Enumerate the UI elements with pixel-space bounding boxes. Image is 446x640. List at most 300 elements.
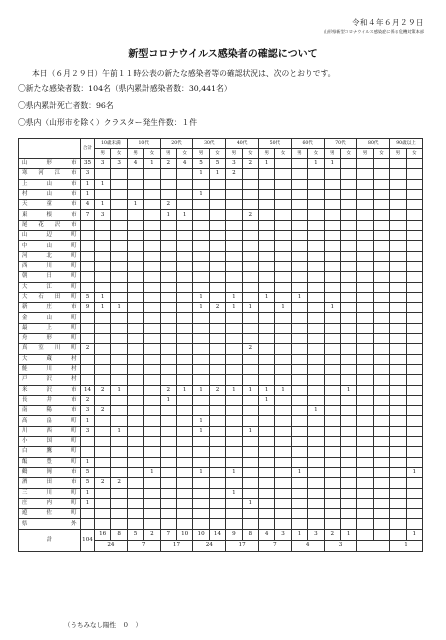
case-count-cell xyxy=(406,334,422,344)
case-count-cell xyxy=(111,323,127,333)
case-count-cell xyxy=(209,478,225,488)
case-count-cell xyxy=(373,220,389,230)
table-row xyxy=(19,220,423,230)
case-count-cell xyxy=(308,509,324,519)
case-count-cell xyxy=(127,220,143,230)
case-count-cell xyxy=(340,282,356,292)
case-count-cell xyxy=(291,231,307,241)
header-male: 男 xyxy=(127,149,143,159)
case-count-cell xyxy=(176,241,192,251)
case-count-cell xyxy=(357,282,373,292)
row-total xyxy=(81,334,95,344)
case-count-cell xyxy=(357,169,373,179)
case-count-cell xyxy=(258,457,274,467)
total-by-age-cell: 4 xyxy=(291,540,324,551)
case-count-cell xyxy=(127,272,143,282)
case-count-cell xyxy=(127,426,143,436)
total-by-age-cell xyxy=(357,540,390,551)
case-count-cell xyxy=(127,303,143,313)
case-count-cell xyxy=(275,467,291,477)
case-count-cell: 1 xyxy=(193,467,209,477)
case-count-cell xyxy=(209,272,225,282)
case-count-cell xyxy=(340,292,356,302)
municipality-name: 山形市 xyxy=(19,159,81,169)
header-male: 男 xyxy=(160,149,176,159)
case-count-cell xyxy=(373,498,389,508)
case-count-cell xyxy=(340,426,356,436)
case-count-cell xyxy=(160,272,176,282)
case-count-cell xyxy=(209,241,225,251)
case-count-cell xyxy=(406,241,422,251)
case-count-cell xyxy=(357,272,373,282)
case-count-cell: 1 xyxy=(258,395,274,405)
case-count-cell xyxy=(144,303,160,313)
case-count-cell xyxy=(357,509,373,519)
case-count-cell xyxy=(390,282,406,292)
case-count-cell xyxy=(193,437,209,447)
case-count-cell xyxy=(144,344,160,354)
case-count-cell: 3 xyxy=(226,159,242,169)
case-count-cell xyxy=(127,457,143,467)
case-count-cell xyxy=(275,282,291,292)
case-count-cell xyxy=(258,364,274,374)
case-count-cell xyxy=(258,220,274,230)
case-count-cell xyxy=(340,251,356,261)
case-count-cell xyxy=(373,467,389,477)
case-count-cell xyxy=(275,488,291,498)
case-count-cell xyxy=(308,364,324,374)
municipality-name: 舟形町 xyxy=(19,334,81,344)
row-total: 1 xyxy=(81,416,95,426)
case-count-cell xyxy=(291,385,307,395)
case-count-cell xyxy=(406,169,422,179)
table-row xyxy=(19,231,423,241)
case-count-cell xyxy=(95,519,111,529)
case-count-cell xyxy=(291,447,307,457)
case-count-cell xyxy=(226,457,242,467)
case-count-cell xyxy=(226,210,242,220)
case-count-cell xyxy=(144,282,160,292)
case-count-cell xyxy=(226,220,242,230)
case-count-cell xyxy=(291,488,307,498)
case-count-cell xyxy=(291,159,307,169)
case-count-cell xyxy=(357,200,373,210)
case-count-cell xyxy=(390,498,406,508)
case-count-cell xyxy=(209,406,225,416)
case-count-cell xyxy=(324,509,340,519)
case-count-cell xyxy=(275,272,291,282)
total-by-sex-cell: 1 xyxy=(340,529,356,540)
case-count-cell xyxy=(111,282,127,292)
case-count-cell xyxy=(144,457,160,467)
case-count-cell xyxy=(95,416,111,426)
case-count-cell xyxy=(308,251,324,261)
municipality-name: 天童市 xyxy=(19,200,81,210)
municipality-name: 山辺町 xyxy=(19,231,81,241)
municipality-name: 米沢市 xyxy=(19,385,81,395)
municipality-name: 県外 xyxy=(19,519,81,529)
case-count-cell: 2 xyxy=(209,385,225,395)
case-count-cell xyxy=(160,303,176,313)
header-male: 男 xyxy=(390,149,406,159)
case-count-cell xyxy=(373,395,389,405)
case-count-cell xyxy=(95,354,111,364)
case-count-cell xyxy=(406,478,422,488)
case-count-cell xyxy=(340,395,356,405)
case-count-cell: 1 xyxy=(95,179,111,189)
case-count-cell xyxy=(111,292,127,302)
case-count-cell xyxy=(144,488,160,498)
case-count-cell xyxy=(258,210,274,220)
case-count-cell xyxy=(340,303,356,313)
case-count-cell xyxy=(308,313,324,323)
case-count-cell xyxy=(406,488,422,498)
row-total: 5 xyxy=(81,292,95,302)
total-by-sex-cell: 5 xyxy=(127,529,143,540)
case-count-cell xyxy=(242,251,258,261)
case-count-cell xyxy=(390,457,406,467)
case-count-cell xyxy=(127,395,143,405)
case-count-cell: 3 xyxy=(95,159,111,169)
total-by-sex-cell: 14 xyxy=(209,529,225,540)
total-by-sex-cell: 9 xyxy=(226,529,242,540)
case-count-cell xyxy=(258,323,274,333)
case-count-cell xyxy=(176,220,192,230)
row-total xyxy=(81,220,95,230)
case-count-cell xyxy=(176,344,192,354)
case-count-cell xyxy=(406,210,422,220)
case-count-cell: 1 xyxy=(193,303,209,313)
case-count-cell xyxy=(209,488,225,498)
case-count-cell xyxy=(127,231,143,241)
table-row xyxy=(19,210,423,220)
case-count-cell xyxy=(127,416,143,426)
row-total: 1 xyxy=(81,488,95,498)
case-count-cell xyxy=(193,375,209,385)
case-count-cell xyxy=(144,406,160,416)
case-count-cell xyxy=(193,334,209,344)
case-count-cell xyxy=(291,241,307,251)
case-count-cell xyxy=(258,241,274,251)
case-count-cell xyxy=(242,272,258,282)
case-count-cell xyxy=(258,169,274,179)
table-row xyxy=(19,292,423,302)
case-count-cell xyxy=(340,344,356,354)
case-count-cell xyxy=(373,364,389,374)
case-count-cell xyxy=(390,179,406,189)
table-row xyxy=(19,478,423,488)
case-count-cell xyxy=(340,179,356,189)
case-count-cell: 1 xyxy=(111,385,127,395)
case-count-cell xyxy=(226,364,242,374)
case-count-cell xyxy=(258,313,274,323)
case-count-cell xyxy=(357,241,373,251)
total-by-sex-cell xyxy=(390,529,406,540)
case-count-cell xyxy=(144,220,160,230)
case-count-cell xyxy=(226,200,242,210)
case-count-cell xyxy=(144,478,160,488)
case-count-cell xyxy=(226,189,242,199)
header-female: 女 xyxy=(176,149,192,159)
table-row xyxy=(19,457,423,467)
case-count-cell xyxy=(324,334,340,344)
case-count-cell xyxy=(176,200,192,210)
case-count-cell xyxy=(209,261,225,271)
case-count-cell: 4 xyxy=(176,159,192,169)
case-count-cell xyxy=(258,179,274,189)
case-count-cell: 3 xyxy=(111,159,127,169)
case-count-cell: 5 xyxy=(209,159,225,169)
case-count-cell xyxy=(127,169,143,179)
case-count-cell xyxy=(308,488,324,498)
case-count-cell xyxy=(127,437,143,447)
municipality-name: 大江町 xyxy=(19,282,81,292)
row-total: 5 xyxy=(81,478,95,488)
case-count-cell xyxy=(258,251,274,261)
case-count-cell xyxy=(340,375,356,385)
table-row xyxy=(19,385,423,395)
case-count-cell xyxy=(291,323,307,333)
case-count-cell xyxy=(340,406,356,416)
case-count-cell xyxy=(127,406,143,416)
case-count-cell xyxy=(258,488,274,498)
case-count-cell xyxy=(144,169,160,179)
case-count-cell xyxy=(324,292,340,302)
case-count-cell xyxy=(127,447,143,457)
case-count-cell xyxy=(291,261,307,271)
case-count-cell xyxy=(357,426,373,436)
case-count-cell xyxy=(111,467,127,477)
case-count-cell xyxy=(209,437,225,447)
case-count-cell xyxy=(324,241,340,251)
case-count-cell xyxy=(275,406,291,416)
case-count-cell xyxy=(406,406,422,416)
case-count-cell xyxy=(373,509,389,519)
case-count-cell xyxy=(176,447,192,457)
case-count-cell xyxy=(242,488,258,498)
case-count-cell xyxy=(357,334,373,344)
case-count-cell xyxy=(275,323,291,333)
case-count-cell: 1 xyxy=(258,159,274,169)
case-count-cell xyxy=(160,416,176,426)
municipality-name: 遊佐町 xyxy=(19,509,81,519)
case-count-cell: 1 xyxy=(209,169,225,179)
case-count-cell xyxy=(144,364,160,374)
row-total xyxy=(81,272,95,282)
case-count-cell xyxy=(242,313,258,323)
case-count-cell xyxy=(176,282,192,292)
case-count-cell xyxy=(160,334,176,344)
municipality-name: 新庄市 xyxy=(19,303,81,313)
case-count-cell xyxy=(160,261,176,271)
case-count-cell xyxy=(127,313,143,323)
case-count-cell xyxy=(226,509,242,519)
municipality-name: 中山町 xyxy=(19,241,81,251)
case-count-cell xyxy=(209,200,225,210)
table-row xyxy=(19,447,423,457)
case-count-cell xyxy=(193,457,209,467)
header-male: 男 xyxy=(258,149,274,159)
case-count-cell xyxy=(111,395,127,405)
total-by-sex-cell: 8 xyxy=(242,529,258,540)
case-count-cell xyxy=(406,437,422,447)
case-count-cell xyxy=(193,406,209,416)
case-count-cell xyxy=(111,251,127,261)
case-count-cell xyxy=(324,189,340,199)
total-by-age-cell: 24 xyxy=(193,540,226,551)
total-by-age-cell: 17 xyxy=(160,540,193,551)
case-count-cell xyxy=(357,457,373,467)
case-count-cell: 2 xyxy=(242,210,258,220)
case-count-cell: 1 xyxy=(308,159,324,169)
case-count-cell: 2 xyxy=(160,159,176,169)
case-count-cell xyxy=(193,282,209,292)
case-count-cell xyxy=(226,375,242,385)
case-count-cell xyxy=(390,426,406,436)
case-count-cell xyxy=(193,395,209,405)
case-count-cell xyxy=(406,261,422,271)
case-count-cell xyxy=(111,416,127,426)
case-count-cell xyxy=(209,498,225,508)
case-count-cell xyxy=(144,251,160,261)
case-count-cell xyxy=(390,354,406,364)
header-female: 女 xyxy=(373,149,389,159)
case-count-cell xyxy=(291,364,307,374)
case-count-cell xyxy=(160,437,176,447)
case-count-cell xyxy=(242,437,258,447)
case-count-cell xyxy=(176,272,192,282)
case-count-cell xyxy=(406,251,422,261)
row-total: 1 xyxy=(81,457,95,467)
case-count-cell xyxy=(95,220,111,230)
case-count-cell xyxy=(275,189,291,199)
case-count-cell xyxy=(324,231,340,241)
case-count-cell: 1 xyxy=(226,385,242,395)
case-count-cell xyxy=(95,467,111,477)
case-count-cell xyxy=(160,375,176,385)
case-count-cell xyxy=(95,169,111,179)
case-count-cell xyxy=(340,519,356,529)
case-count-cell: 1 xyxy=(95,200,111,210)
case-count-cell xyxy=(340,159,356,169)
case-count-cell xyxy=(390,334,406,344)
case-count-cell xyxy=(95,241,111,251)
case-count-cell: 1 xyxy=(127,200,143,210)
case-count-cell xyxy=(176,323,192,333)
case-count-cell xyxy=(357,251,373,261)
row-total xyxy=(81,364,95,374)
case-count-cell xyxy=(127,344,143,354)
case-count-cell: 2 xyxy=(95,385,111,395)
case-count-cell xyxy=(242,467,258,477)
municipality-name: 上山市 xyxy=(19,179,81,189)
case-count-cell xyxy=(373,375,389,385)
case-count-cell xyxy=(160,313,176,323)
row-total: 2 xyxy=(81,344,95,354)
case-count-cell xyxy=(390,200,406,210)
case-count-cell: 1 xyxy=(242,498,258,508)
case-count-cell xyxy=(176,437,192,447)
table-row xyxy=(19,241,423,251)
case-count-cell xyxy=(373,251,389,261)
bullet-new-cases: 〇新たな感染者数：104名（県内累計感染者数：30,441名） xyxy=(18,84,232,93)
case-count-cell xyxy=(390,519,406,529)
case-count-cell xyxy=(291,303,307,313)
case-count-cell xyxy=(373,241,389,251)
row-total xyxy=(81,519,95,529)
case-count-cell xyxy=(127,292,143,302)
municipality-name: 河北町 xyxy=(19,251,81,261)
case-count-cell xyxy=(340,210,356,220)
header-total: 合計 xyxy=(81,139,95,159)
case-count-cell xyxy=(127,241,143,251)
case-count-cell xyxy=(324,406,340,416)
case-count-cell xyxy=(176,261,192,271)
case-count-cell xyxy=(111,488,127,498)
case-count-cell: 1 xyxy=(406,467,422,477)
case-count-cell xyxy=(340,467,356,477)
case-count-cell xyxy=(209,344,225,354)
case-count-cell xyxy=(308,498,324,508)
case-count-cell xyxy=(357,467,373,477)
report-date: 令和４年６月２９日 xyxy=(352,18,424,27)
case-count-cell xyxy=(209,323,225,333)
case-count-cell xyxy=(275,519,291,529)
case-count-cell xyxy=(324,426,340,436)
case-count-cell: 1 xyxy=(291,467,307,477)
case-count-cell xyxy=(95,498,111,508)
case-count-cell: 2 xyxy=(160,385,176,395)
intro-text: 本日（６月２９日）午前１１時公表の新たな感染者等の確認状況は、次のとおりです。 xyxy=(32,69,336,78)
case-count-cell xyxy=(340,231,356,241)
case-count-cell xyxy=(242,189,258,199)
case-count-cell xyxy=(357,210,373,220)
case-count-cell xyxy=(111,231,127,241)
case-count-cell: 2 xyxy=(111,478,127,488)
case-count-cell xyxy=(226,231,242,241)
case-count-cell xyxy=(258,406,274,416)
header-female: 女 xyxy=(340,149,356,159)
case-count-cell xyxy=(357,519,373,529)
municipality-name: 飯豊町 xyxy=(19,457,81,467)
case-count-cell xyxy=(340,498,356,508)
case-count-cell xyxy=(390,385,406,395)
case-count-cell xyxy=(324,251,340,261)
case-count-cell xyxy=(193,210,209,220)
case-count-cell xyxy=(291,416,307,426)
case-count-cell xyxy=(226,437,242,447)
case-count-cell xyxy=(406,447,422,457)
case-count-cell: 1 xyxy=(324,303,340,313)
case-count-cell xyxy=(324,344,340,354)
table-row xyxy=(19,416,423,426)
municipality-name: 尾花沢市 xyxy=(19,220,81,230)
case-count-cell xyxy=(357,292,373,302)
case-count-cell xyxy=(291,498,307,508)
case-count-cell: 2 xyxy=(95,406,111,416)
case-count-cell xyxy=(258,261,274,271)
case-count-cell xyxy=(176,395,192,405)
case-count-cell xyxy=(390,416,406,426)
municipality-name: 大蔵村 xyxy=(19,354,81,364)
case-count-cell xyxy=(193,261,209,271)
case-count-cell xyxy=(226,498,242,508)
case-count-cell xyxy=(340,220,356,230)
case-count-cell xyxy=(275,334,291,344)
row-total: 7 xyxy=(81,210,95,220)
case-count-cell xyxy=(193,179,209,189)
case-count-cell xyxy=(144,437,160,447)
